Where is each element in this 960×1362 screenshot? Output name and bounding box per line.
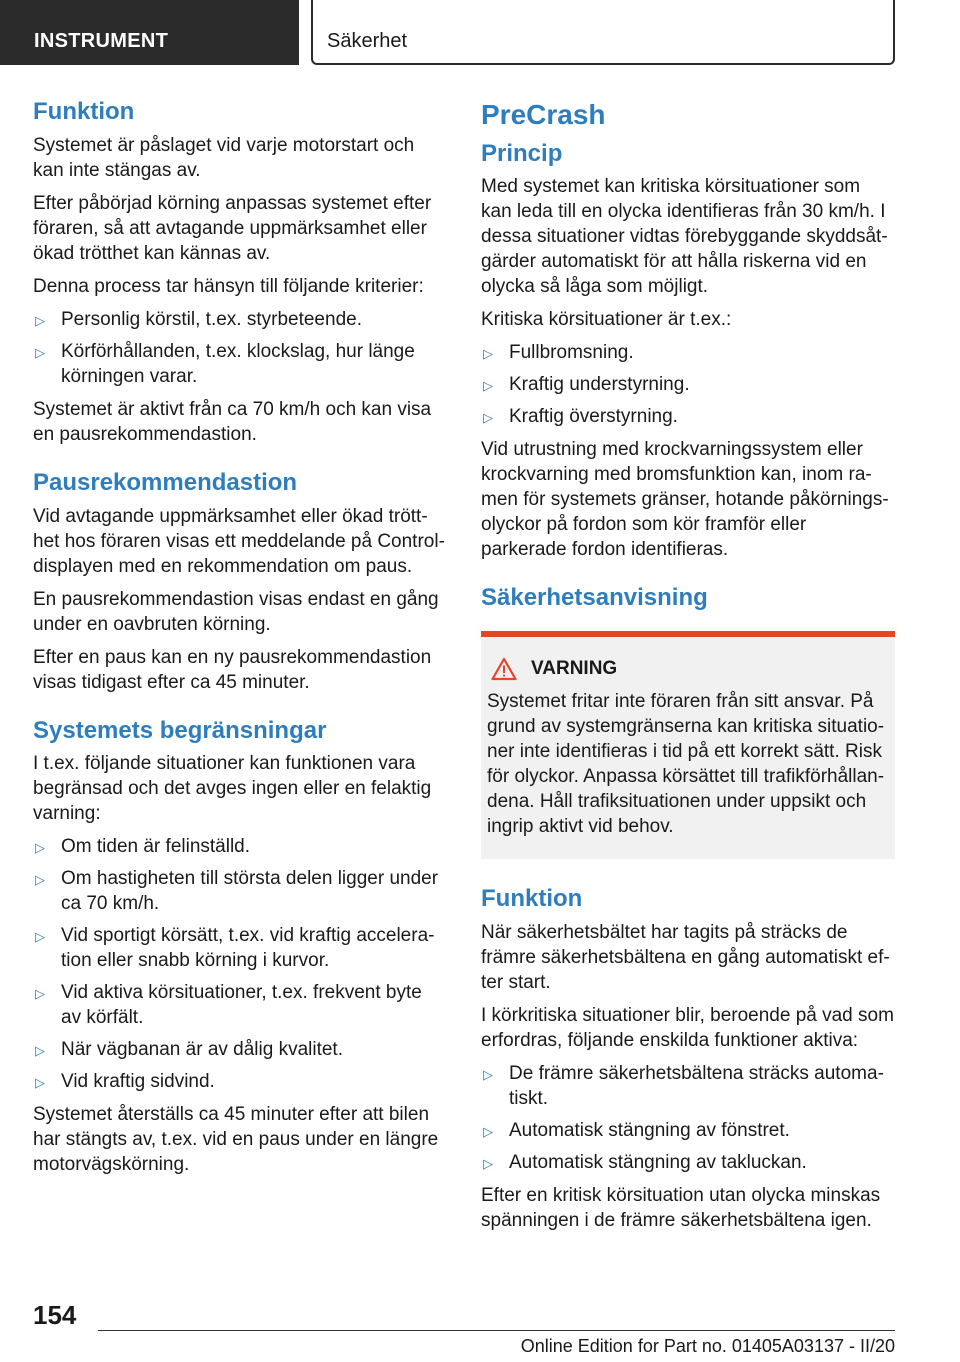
paragraph: Kritiska körsituationer är t.ex.: <box>481 309 732 331</box>
list-item: ▷ De främre säkerhetsbältena sträcks automatiskt. <box>483 1062 884 1109</box>
critical-situations-list <box>481 340 895 429</box>
bullet-triangle-icon: ▷ <box>483 1155 493 1171</box>
list-item: ▷ Automatisk stängning av fönstret. <box>481 1118 895 1143</box>
funktion-heading: Funktion <box>481 885 583 913</box>
footer-divider <box>98 1330 895 1331</box>
warning-box <box>481 631 895 859</box>
paragraph: Denna process tar hänsyn till följande kriterier: <box>33 275 424 297</box>
footer-edition: Online Edition for Part no. 01405A03137 - II/20 <box>520 1336 895 1356</box>
limitations-list <box>33 834 445 1094</box>
paragraph: Efter en paus kan en ny pausrekommendastion visas tidigast efter ca 45 minuter. <box>33 646 432 693</box>
list-item: ▷ Om tiden är felinställd. <box>33 834 445 859</box>
paragraph: Med systemet kan kritiska körsituationer som kan leda till en olycka identifieras från 30 km/h. I dessa situationer vidtas förebyggande skyddsåtgärder automatiskt för att hålla riskerna vid en olycka så låga som möjligt. <box>481 176 888 298</box>
section-tab <box>311 0 895 65</box>
list-item: ▷ Fullbromsning. <box>481 340 895 365</box>
warning-header <box>487 657 887 681</box>
list-item: ▷ Vid aktiva körsituationer, t.ex. frekvent byte av körfält. <box>35 982 422 1029</box>
paragraph: Efter en kritisk körsituation utan olycka minskas spänningen i de främre säkerhetsbältena igen. <box>481 1184 881 1231</box>
criteria-list <box>33 307 445 389</box>
list-item: ▷ När vägbanan är av dålig kvalitet. <box>33 1037 445 1062</box>
list-item: ▷ Körförhållanden, t.ex. klockslag, hur länge körningen varar. <box>35 340 415 387</box>
begransningar-heading: Systemets begränsningar <box>33 716 327 744</box>
list-item: ▷ Kraftig understyrning. <box>481 372 895 397</box>
bullet-triangle-icon: ▷ <box>483 410 493 426</box>
paragraph: Efter påbörjad körning anpassas systemet efter föraren, så att avtagande uppmärksamhet eller ökad trötthet kan kännas av. <box>33 192 432 264</box>
paragraph: Vid utrustning med krockvarningssystem eller krockvarning med bromsfunktion kan, inom ramen för systemets gränser, hotande påkörningsolyckor på fordon som kör framför eller parkerade fordon identifieras. <box>481 439 889 561</box>
paragraph: Systemet är påslaget vid varje motorstart och kan inte stängas av. <box>33 134 415 181</box>
paragraph: I t.ex. följande situationer kan funktionen vara begränsad och det avges ingen eller en felaktig varning: <box>33 753 432 825</box>
sakerhetsanvisning-heading: Säkerhetsanvisning <box>481 584 708 612</box>
bullet-triangle-icon: ▷ <box>35 312 45 328</box>
list-item: ▷ Om hastigheten till största delen ligger under ca 70 km/h. <box>35 868 439 915</box>
left-column <box>33 98 445 1185</box>
page-number: 154 <box>33 1300 77 1330</box>
paragraph: Systemet återställs ca 45 minuter efter att bilen har stängts av, t.ex. vid en paus under en längre motorvägskörning. <box>33 1104 439 1176</box>
paragraph: En pausrekommendastion visas endast en gång under en oavbruten körning. <box>33 588 439 635</box>
paragraph: Vid avtagande uppmärksamhet eller ökad trötthet hos föraren visas ett meddelande på Control-displayen med en rekommendation om paus. <box>33 505 445 577</box>
warning-text: Systemet fritar inte föraren från sitt ansvar. På grund av systemgränserna kan kritiska situationer inte identifieras i tid på ett korrekt sätt. Risk för olyckor. Anpassa körsättet till trafikförhållandena. Håll trafiksituationen under uppsikt och ingrip aktivt vid behov. <box>487 691 885 838</box>
bullet-triangle-icon: ▷ <box>35 840 45 856</box>
functions-list <box>481 1061 895 1175</box>
princip-heading: Princip <box>481 139 563 167</box>
bullet-triangle-icon: ▷ <box>483 346 493 362</box>
bullet-triangle-icon: ▷ <box>483 378 493 394</box>
bullet-triangle-icon: ▷ <box>483 1123 493 1139</box>
bullet-triangle-icon: ▷ <box>35 1075 45 1091</box>
list-item: ▷ Vid kraftig sidvind. <box>33 1069 445 1094</box>
paus-heading: Pausrekommendastion <box>33 468 298 496</box>
chapter-label: INSTRUMENT <box>34 30 169 52</box>
warning-triangle-icon <box>491 657 517 681</box>
list-item: ▷ Kraftig överstyrning. <box>481 404 895 429</box>
chapter-tab <box>0 0 299 65</box>
list-item: ▷ Personlig körstil, t.ex. styrbeteende. <box>33 307 445 332</box>
funktion-heading: Funktion <box>33 98 135 125</box>
bullet-triangle-icon: ▷ <box>483 1066 493 1082</box>
bullet-triangle-icon: ▷ <box>35 929 45 945</box>
bullet-triangle-icon: ▷ <box>35 986 45 1002</box>
bullet-triangle-icon: ▷ <box>35 1043 45 1059</box>
bullet-triangle-icon: ▷ <box>35 344 45 360</box>
list-item: ▷ Automatisk stängning av takluckan. <box>481 1150 895 1175</box>
paragraph: Systemet är aktivt från ca 70 km/h och kan visa en pausrekommendastion. <box>33 398 432 445</box>
right-column <box>481 98 895 1241</box>
bullet-triangle-icon: ▷ <box>35 872 45 888</box>
precrash-heading: PreCrash <box>481 99 606 130</box>
section-label: Säkerhet <box>327 30 408 52</box>
paragraph: När säkerhetsbältet har tagits på sträcks de främre säkerhetsbältena en gång automatiskt efter start. <box>481 921 890 993</box>
list-item: ▷ Vid sportigt körsätt, t.ex. vid kraftig acceleration eller snabb körning i kurvor. <box>35 925 435 972</box>
warning-label: VARNING <box>531 658 618 680</box>
paragraph: I körkritiska situationer blir, beroende på vad som erfordras, följande enskilda funktioner aktiva: <box>481 1004 894 1051</box>
